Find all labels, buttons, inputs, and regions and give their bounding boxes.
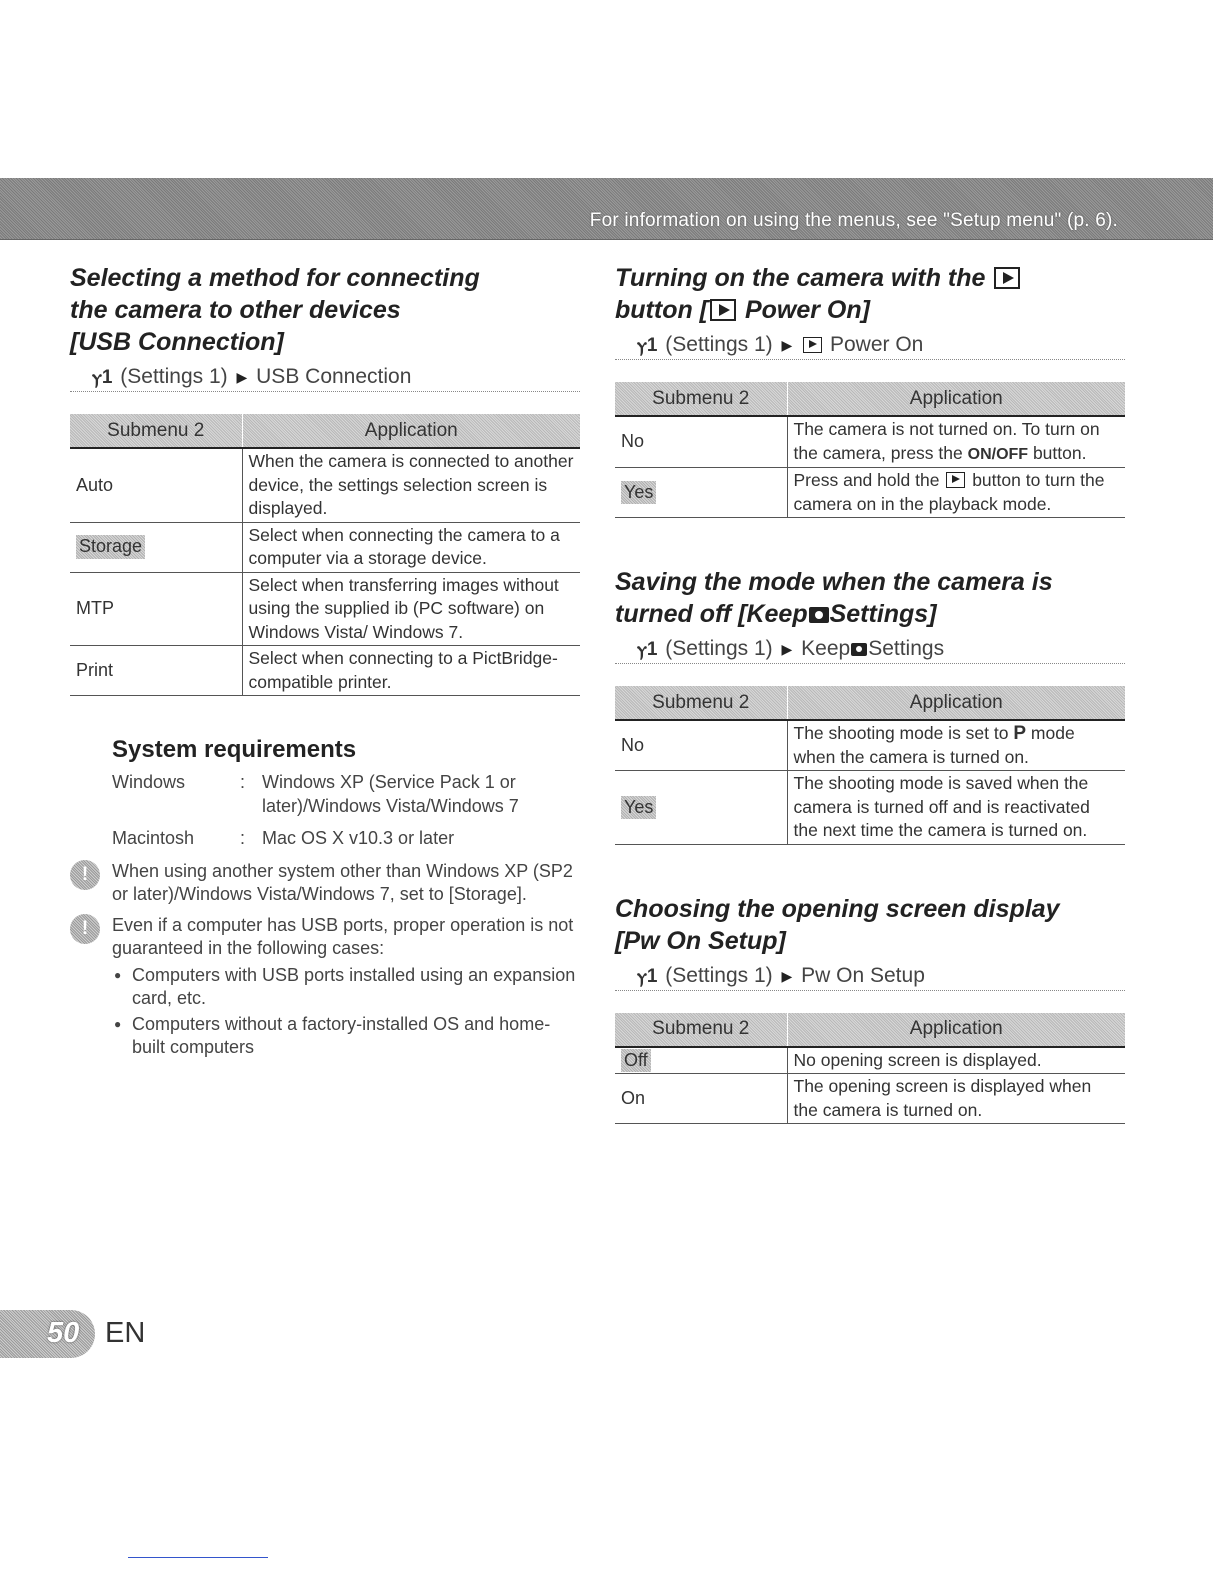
camera-icon	[809, 607, 829, 623]
usb-title-line2: the camera to other devices	[70, 296, 401, 324]
table-row	[615, 720, 1125, 771]
settings-label: (Settings 1)	[120, 365, 228, 388]
option-description: The opening screen is displayed when the camera is turned on.	[787, 1074, 1125, 1124]
usb-path-label: USB Connection	[256, 365, 412, 388]
keep-table	[615, 686, 1125, 845]
camera-icon	[851, 643, 867, 656]
note-1: ! When using another system other than Windows XP (SP2 or later)/Windows Vista/Windows 7, set to [Storage].	[70, 860, 580, 906]
option-print: Print	[70, 646, 242, 696]
option-no: No	[615, 720, 787, 771]
submenu-header: Submenu 2	[615, 686, 787, 720]
submenu-header: Submenu 2	[615, 1013, 787, 1047]
list-item: ● Computers without a factory-installed OS and home-built computers	[112, 1013, 580, 1059]
arrow-right-icon: ▶	[781, 967, 793, 984]
option-description: Select when transferring images without using the supplied ib (PC software) on Windows Vista/ Windows 7.	[242, 572, 580, 646]
bullet-list	[112, 964, 580, 1059]
keep-section-title: Saving the mode when the camera is turned off [Keep Settings]	[615, 568, 1053, 628]
application-header: Application	[242, 414, 580, 448]
system-requirements	[70, 736, 580, 850]
poweron-table	[615, 382, 1125, 518]
settings-wrench-icon: ⲩ1	[637, 639, 658, 660]
settings-wrench-icon: ⲩ1	[92, 367, 113, 388]
note-2: ! Even if a computer has USB ports, proper operation is not guaranteed in the following cases: ● Computers with USB ports installed using an expansion card, etc. ● Computers without a factory-installed OS and home-built computers	[70, 914, 580, 1059]
header-banner	[0, 178, 1213, 240]
arrow-right-icon: ▶	[781, 337, 793, 353]
application-header: Application	[787, 1013, 1125, 1047]
usb-title-line3: [USB Connection]	[70, 328, 284, 356]
poweron-section-title: Turning on the camera with the button [ Power On]	[615, 262, 1125, 326]
list-item: ● Computers with USB ports installed using an expansion card, etc.	[112, 964, 580, 1010]
application-header: Application	[787, 382, 1125, 416]
playback-icon	[946, 472, 965, 488]
usb-title-line1: Selecting a method for connecting	[70, 264, 480, 292]
left-column	[70, 262, 580, 1059]
option-no: No	[615, 416, 787, 468]
option-yes: Yes	[615, 468, 787, 518]
option-description: When the camera is connected to another device, the settings selection screen is displayed.	[242, 448, 580, 522]
pwon-section-title: Choosing the opening screen display [Pw On Setup]	[615, 894, 1060, 955]
usb-table	[70, 414, 580, 696]
table-row	[615, 771, 1125, 845]
option-description: The shooting mode is set to P mode when the camera is turned on.	[787, 720, 1125, 771]
option-description: The camera is not turned on. To turn on the camera, press the ON/OFF button.	[787, 416, 1125, 468]
option-description: The shooting mode is saved when the camera is turned off and is reactivated the next time the camera is turned on.	[787, 771, 1125, 845]
playback-icon	[710, 299, 736, 321]
footer-rule	[128, 1557, 268, 1558]
settings-wrench-icon: ⲩ1	[637, 965, 658, 987]
option-mtp: MTP	[70, 572, 242, 646]
option-description: Select when connecting the camera to a computer via a storage device.	[242, 522, 580, 572]
pwon-table	[615, 1013, 1125, 1125]
table-row	[70, 572, 580, 646]
poweron-menu-path: ⲩ1 (Settings 1) ▶ Power On	[615, 330, 1125, 360]
option-description: No opening screen is displayed.	[787, 1047, 1125, 1074]
table-row	[70, 522, 580, 572]
table-row	[615, 416, 1125, 468]
table-row	[615, 468, 1125, 518]
right-column	[615, 262, 1125, 1124]
keep-menu-path: ⲩ1 (Settings 1) ▶ Keep Settings	[615, 634, 1125, 664]
option-storage: Storage	[70, 522, 242, 572]
option-off: Off	[615, 1047, 787, 1074]
page-language: EN	[105, 1317, 146, 1349]
table-row	[70, 646, 580, 696]
playback-icon	[803, 337, 822, 353]
req-mac: Macintosh : Mac OS X v10.3 or later	[112, 828, 455, 848]
table-row	[615, 1047, 1125, 1074]
caution-icon: !	[70, 914, 100, 944]
pwon-menu-path: ⲩ1 (Settings 1) ▶ Pw On Setup	[615, 961, 1125, 991]
usb-menu-path	[70, 362, 580, 392]
arrow-right-icon: ▶	[236, 369, 248, 385]
req-windows: Windows : Windows XP (Service Pack 1 or later)/Windows Vista/Windows 7	[112, 772, 519, 816]
submenu-header: Submenu 2	[70, 414, 242, 448]
option-yes: Yes	[615, 771, 787, 845]
playback-icon	[994, 267, 1020, 289]
application-header: Application	[787, 686, 1125, 720]
sysreq-title: System requirements	[112, 736, 357, 763]
option-description: Press and hold the button to turn the camera on in the playback mode.	[787, 468, 1125, 518]
banner-text: For information on using the menus, see "Setup menu" (p. 6).	[589, 210, 1118, 231]
caution-icon: !	[70, 860, 100, 890]
submenu-header: Submenu 2	[615, 382, 787, 416]
option-auto: Auto	[70, 448, 242, 522]
table-row	[70, 448, 580, 522]
usb-section-title	[70, 262, 580, 358]
settings-wrench-icon: ⲩ1	[637, 335, 658, 356]
page-number: 50	[47, 1317, 80, 1349]
arrow-right-icon: ▶	[781, 641, 793, 657]
option-on: On	[615, 1074, 787, 1124]
table-row	[615, 1074, 1125, 1124]
option-description: Select when connecting to a PictBridge-compatible printer.	[242, 646, 580, 696]
